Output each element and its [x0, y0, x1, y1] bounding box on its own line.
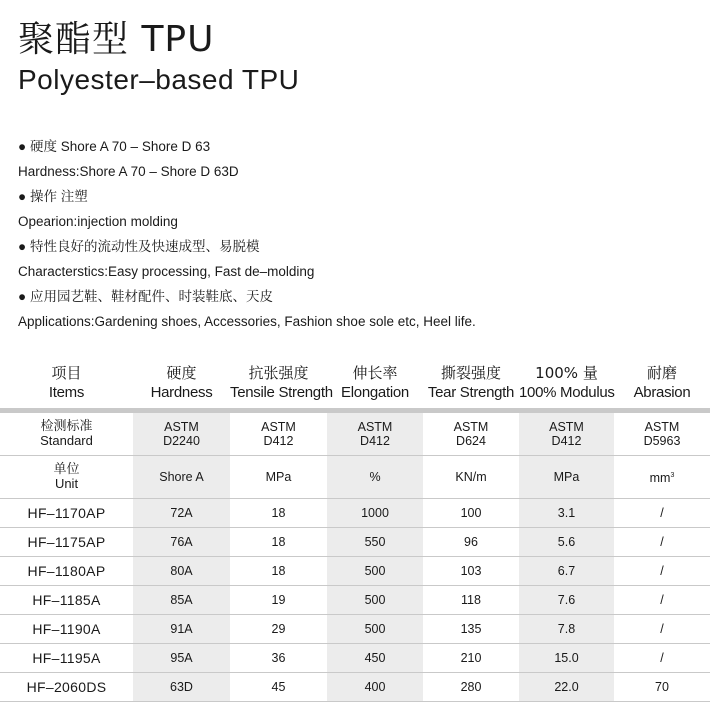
value-cell: 18	[230, 557, 327, 586]
grade-name-cell: HF–1195A	[0, 644, 133, 673]
header-abrasion: 耐磨 Abrasion	[633, 364, 691, 401]
feature-text: Applications:Gardening shoes, Accessories, Fashion shoe sole etc, Heel life.	[18, 314, 476, 329]
header-elongation: 伸长率 Elongation	[341, 364, 409, 401]
table-row	[0, 557, 710, 586]
value-cell: 29	[230, 615, 327, 644]
feature-text: Hardness:Shore A 70 – Shore D 63D	[18, 164, 239, 179]
feature-line	[18, 284, 476, 309]
value-cell: 3.1	[519, 499, 614, 528]
standard-row	[0, 411, 710, 456]
value-cell: 96	[423, 528, 519, 557]
value-cell: 100	[423, 499, 519, 528]
feature-line	[18, 159, 476, 184]
value-cell: 76A	[133, 528, 230, 557]
grade-name-cell: HF–1175AP	[0, 528, 133, 557]
header-modulus: 100% 量 100% Modulus	[519, 364, 615, 401]
feature-text: Characterstics:Easy processing, Fast de–molding	[18, 264, 315, 279]
table-row	[0, 586, 710, 615]
value-cell: 400	[327, 673, 423, 702]
value-cell: 85A	[133, 586, 230, 615]
value-cell: /	[614, 557, 710, 586]
unit-superscript: 3	[670, 471, 675, 479]
feature-line	[18, 234, 476, 259]
standard-cell: ASTM D2240	[133, 411, 230, 456]
feature-text: 特性良好的流动性及快速成型、易脱模	[30, 239, 260, 254]
value-cell: 500	[327, 586, 423, 615]
standard-cell: ASTM D412	[327, 411, 423, 456]
value-cell: 18	[230, 499, 327, 528]
value-cell: 22.0	[519, 673, 614, 702]
feature-line	[18, 184, 476, 209]
spec-table	[0, 358, 710, 702]
grade-name-cell: HF–2060DS	[0, 673, 133, 702]
value-cell: 500	[327, 615, 423, 644]
table-row	[0, 644, 710, 673]
feature-text: 应用园艺鞋、鞋材配件、时装鞋底、天皮	[30, 289, 273, 304]
unit-cell: Shore A	[133, 456, 230, 499]
value-cell: 36	[230, 644, 327, 673]
value-cell: 18	[230, 528, 327, 557]
value-cell: 91A	[133, 615, 230, 644]
bullet-icon: ●	[18, 239, 27, 254]
unit-cell: $mm^3$	[614, 456, 710, 499]
value-cell: 550	[327, 528, 423, 557]
value-cell: 80A	[133, 557, 230, 586]
page-title-en: Polyester–based TPU	[18, 64, 300, 95]
value-cell: 1000	[327, 499, 423, 528]
grade-name-cell: HF–1170AP	[0, 499, 133, 528]
grade-name-cell: HF–1190A	[0, 615, 133, 644]
value-cell: 70	[614, 673, 710, 702]
value-cell: 45	[230, 673, 327, 702]
value-cell: 118	[423, 586, 519, 615]
value-cell: /	[614, 615, 710, 644]
table-row	[0, 528, 710, 557]
grade-name-cell: HF–1180AP	[0, 557, 133, 586]
standard-label: 检测标准 Standard	[0, 411, 133, 456]
value-cell: 7.8	[519, 615, 614, 644]
value-cell: /	[614, 528, 710, 557]
feature-text: 硬度 Shore A 70 – Shore D 63	[30, 139, 211, 154]
value-cell: 95A	[133, 644, 230, 673]
header-row	[0, 358, 710, 411]
feature-line	[18, 259, 476, 284]
table-row	[0, 615, 710, 644]
header-hardness: 硬度 Hardness	[150, 364, 213, 401]
standard-cell: ASTM D624	[423, 411, 519, 456]
feature-line	[18, 209, 476, 234]
unit-cell: MPa	[519, 456, 614, 499]
unit-row	[0, 456, 710, 499]
unit-cell: MPa	[230, 456, 327, 499]
value-cell: 210	[423, 644, 519, 673]
value-cell: 450	[327, 644, 423, 673]
value-cell: 103	[423, 557, 519, 586]
feature-text: 操作 注塑	[30, 189, 88, 204]
value-cell: 6.7	[519, 557, 614, 586]
bullet-icon: ●	[18, 139, 27, 154]
value-cell: /	[614, 586, 710, 615]
header-tear: 撕裂强度 Tear Strength	[427, 364, 515, 401]
unit-cell: KN/m	[423, 456, 519, 499]
value-cell: 15.0	[519, 644, 614, 673]
bullet-icon: ●	[18, 189, 27, 204]
value-cell: /	[614, 644, 710, 673]
feature-list	[18, 134, 476, 334]
value-cell: 5.6	[519, 528, 614, 557]
unit-label: 单位 Unit	[0, 456, 133, 499]
value-cell: 280	[423, 673, 519, 702]
standard-cell: ASTM D412	[230, 411, 327, 456]
standard-cell: ASTM D412	[519, 411, 614, 456]
table-row	[0, 673, 710, 702]
value-cell: 7.6	[519, 586, 614, 615]
value-cell: 63D	[133, 673, 230, 702]
feature-text: Opearion:injection molding	[18, 214, 178, 229]
value-cell: 19	[230, 586, 327, 615]
value-cell: 72A	[133, 499, 230, 528]
value-cell: /	[614, 499, 710, 528]
bullet-icon: ●	[18, 289, 27, 304]
value-cell: 135	[423, 615, 519, 644]
grade-name-cell: HF–1185A	[0, 586, 133, 615]
page-title-zh: 聚酯型 TPU	[18, 19, 215, 60]
table-row	[0, 499, 710, 528]
feature-line	[18, 134, 476, 159]
value-cell: 500	[327, 557, 423, 586]
header-items: 项目 Items	[48, 364, 85, 401]
header-tensile: 抗张强度 Tensile Strength	[230, 364, 333, 401]
standard-cell: ASTM D5963	[614, 411, 710, 456]
unit-cell: %	[327, 456, 423, 499]
feature-line	[18, 309, 476, 334]
